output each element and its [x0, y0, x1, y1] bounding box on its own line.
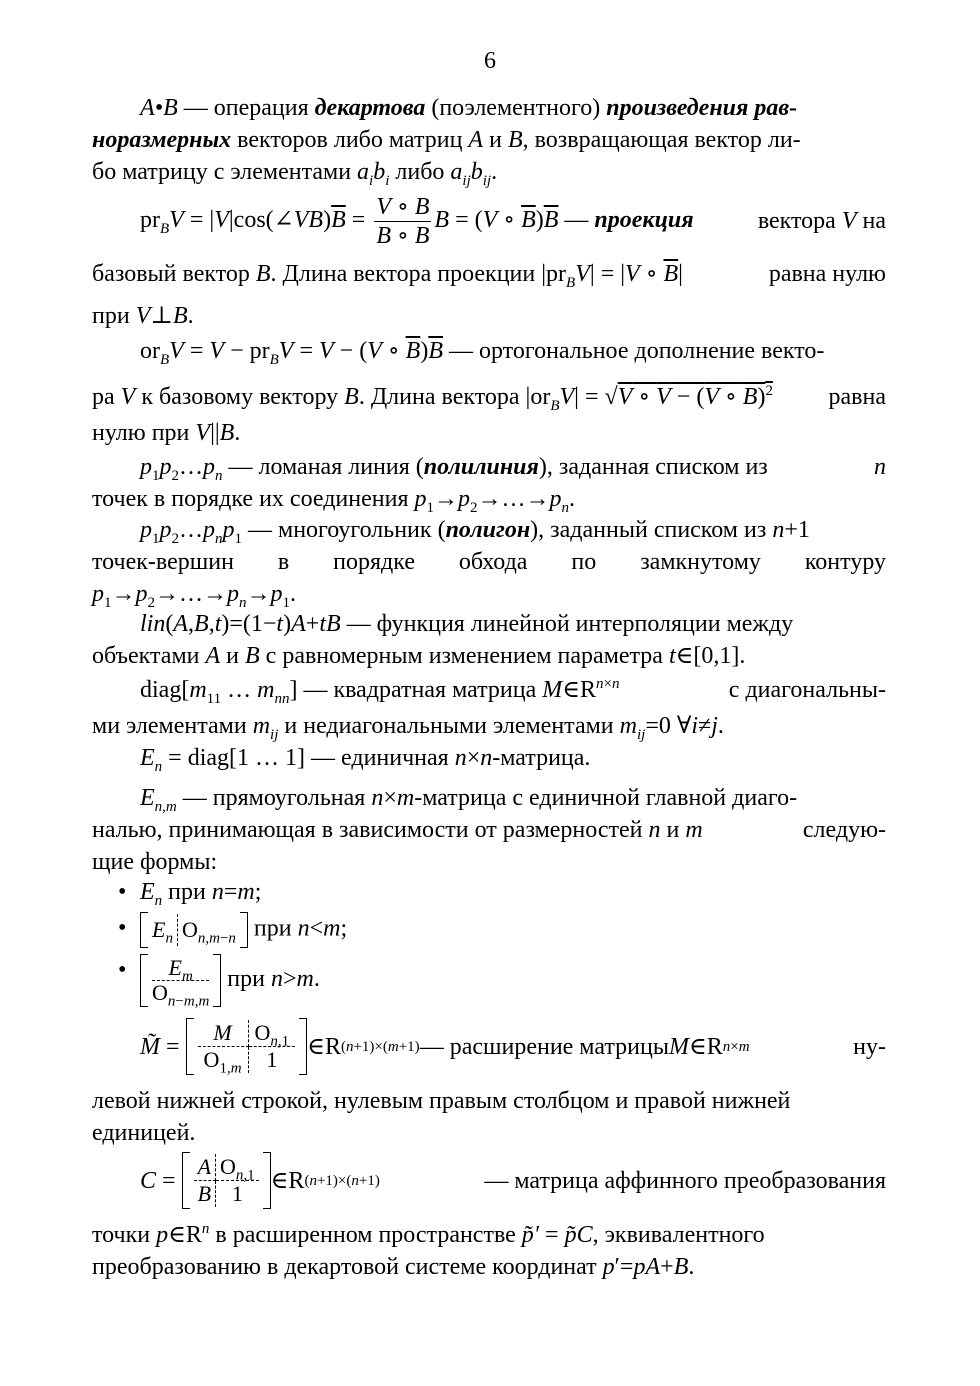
forms-list [110, 876, 904, 1010]
paragraph-linear-interpolation: lin(A,B,t)=(1−t)A+tB — функция линейной интерполяции между объектами A и B с равномерным изменением параметра t∈[0,1]. [92, 611, 794, 669]
page-number: 6 [484, 48, 496, 74]
paragraph-polyline: $p_1p_2\dots p_n$ — ломаная линия (полилиния), заданная списком из n точек в порядке их соединения $p_1\to p_2\to\dots\to p_n$. [92, 454, 886, 516]
paragraph-rectangular-identity: $E_{n,m}$ — прямоугольная n×m-матрица с единичной главной диаго- налью, принимающая в зависимости от размерностей n и m следую- щие формы: [92, 785, 886, 875]
paragraph-cartesian-product: A•B — операция декартова (поэлементного) произведения рав- норазмерных векторов либо матриц A и B, возвращающая вектор ли- бо матрицу с элементами $a_ib_i$ либо $a_{ij}b_{ij}$. [92, 95, 801, 189]
paragraph-extended-matrix: M̃ = M $O_{n,1}$ $O_{1,m}$ 1 ∈R (n+1)×(m+1) — расширение матрицы M ∈R n×m ну- левой нижней строкой, нулевым правым столбцом и правой нижней единицей. [92, 1020, 886, 1146]
paragraph-affine: C = A $O_{n,1}$ B 1 ∈R (n+1)×(n+1) — матрица аффинного преобразования точки $p\in R^n$ в расширенном пространстве p̃′ = p̃C, эквивалентного преобразованию в декартовой системе координат p′=pA+B. [92, 1154, 886, 1280]
list-item: • $E_n$ $O_{n,m-n}$ при n<m; [110, 912, 904, 948]
list-item: • $E_m$ $O_{n-m,m}$ при n>m. [110, 954, 904, 1007]
projection-formula: $pr_BV$ = $|V|\cos(\angle VB)\overline{B}$ = $\frac{V \circ B}{B \circ B}$ B = (V ∘ $\overline{B})\overline{B}$ — проекция [140, 193, 694, 249]
paragraph-projection: $pr_BV$ = $|V|\cos(\angle VB)\overline{B}$ = $\frac{V \circ B}{B \circ B}$ B = (V ∘ $\overline{B})\overline{B}$ — проекция вектора V на базовый вектор B. Длина вектора проекции $|pr_BV| = |V$ ∘ $\overline{B}|$ равна нулю при V⊥B. [92, 193, 886, 329]
paragraph-polygon: $p_1p_2\dots p_np_1$ — многоугольник (полигон), заданный списком из n+1 точек-вершин в порядке обхода по замкнутому контуру $p_1\to p_2\to\dots\to p_n\to p_1$. [92, 517, 886, 611]
list-item: • $E_n$ при n=m; [110, 876, 904, 908]
paragraph-identity: $E_n$ = diag[1 … 1] — единичная n×n-матрица. [140, 745, 591, 775]
paragraph-orthogonal: $or_BV = V - pr_BV = V - (V$ ∘ $\overline{B})\overline{B}$ — ортогональное дополнение векто- ра V к базовому вектору B. Длина вектора $|or_BV| = √V$ ∘ V − (V ∘ B)$^2$ равна нулю при V||B. [92, 338, 886, 446]
paragraph-diag: $diag[m_{11}$ … $m_{nn}$] — квадратная матрица $M\in R^{n\times n}$ с диагональны- ми элементами $m_{ij}$ и недиагональными элементами $m_{ij}=0$ ∀i≠j. [92, 676, 886, 743]
